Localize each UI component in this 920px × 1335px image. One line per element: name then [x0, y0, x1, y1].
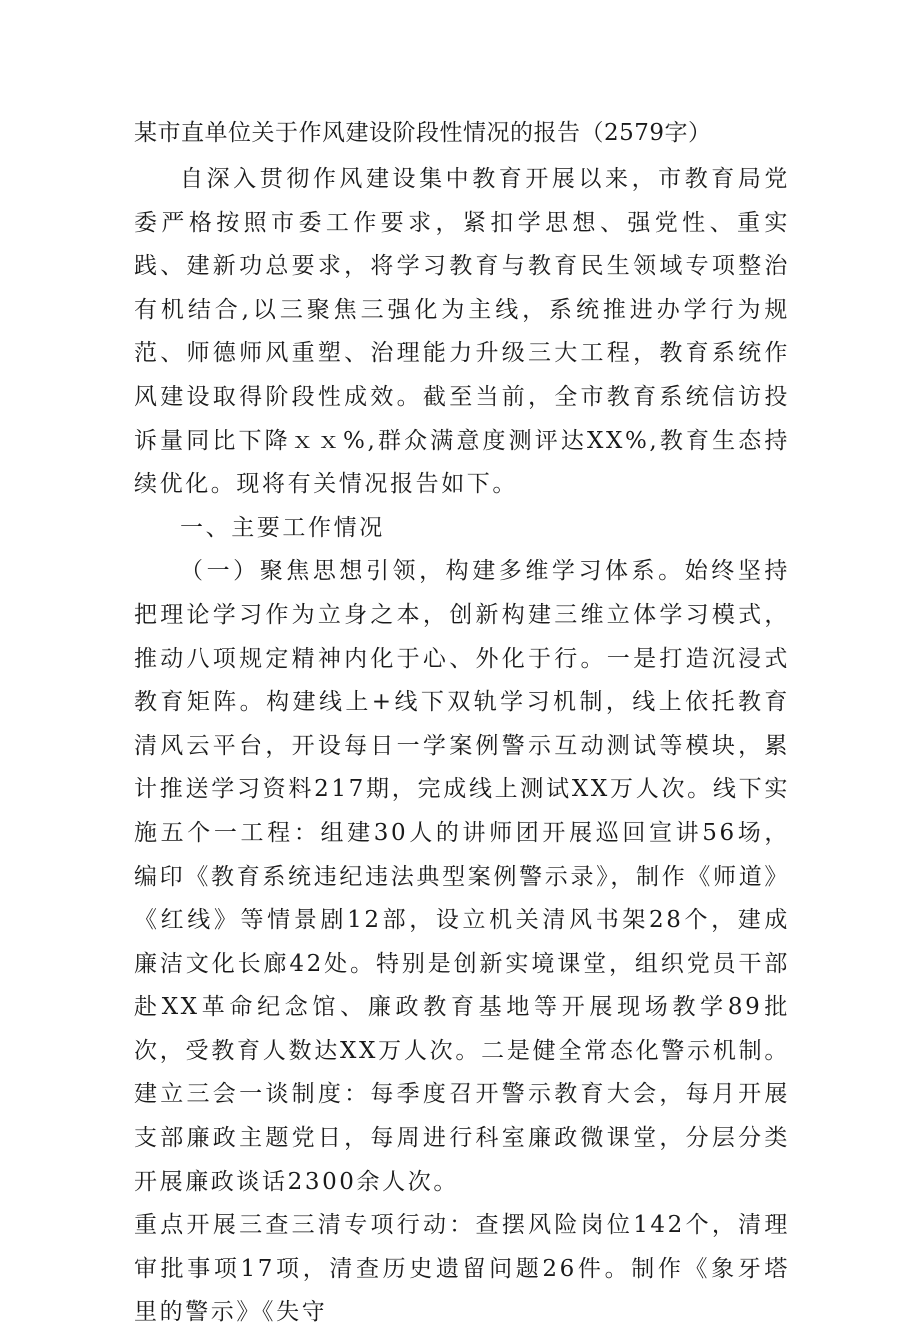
section-heading: 一、主要工作情况 [180, 514, 385, 541]
intro-paragraph: 自深入贯彻作风建设集中教育开展以来，市教育局党委严格按照市委工作要求，紧扣学思想、强党性、重实践、建新功总要求，将学习教育与教育民生领域专项整治有机结合,以三聚焦三强化为主线，系统推进办学行为规范、师德师风重塑、治理能力升级三大工程，教育系统作风建设取得阶段性成效。截至当前，全市教育系统信访投诉量同比下降ｘｘ%,群众满意度测评达XX%,教育生态持续优化。现将有关情况报告如下。 [134, 166, 790, 498]
subsection-paragraph: （一）聚焦思想引领，构建多维学习体系。始终坚持把理论学习作为立身之本，创新构建三维立体学习模式，推动八项规定精神内化于心、外化于行。一是打造沉浸式教育矩阵。构建线上+线下双轨学习机制，线上依托教育清风云平台，开设每日一学案例警示互动测试等模块，累计推送学习资料217期，完成线上测试XX万人次。线下实施五个一工程：组建30人的讲师团开展巡回宣讲56场，编印《教育系统违纪违法典型案例警示录》，制作《师道》《红线》等情景剧12部，设立机关清风书架28个，建成廉洁文化长廊42处。特别是创新实境课堂，组织党员干部赴XX革命纪念馆、廉政教育基地等开展现场教学89批次，受教育人数达XX万人次。二是健全常态化警示机制。建立三会一谈制度：每季度召开警示教育大会，每月开展支部廉政主题党日，每周进行科室廉政微课堂，分层分类开展廉政谈话2300余人次。 [134, 558, 790, 1195]
continuation-paragraph: 重点开展三查三清专项行动：查摆风险岗位142个，清理审批事项17项，清查历史遗留问题26件。制作《象牙塔里的警示》《失守 [134, 1212, 790, 1326]
document-body [134, 112, 790, 1335]
document-title: 某市直单位关于作风建设阶段性情况的报告（2579字） [134, 120, 712, 146]
